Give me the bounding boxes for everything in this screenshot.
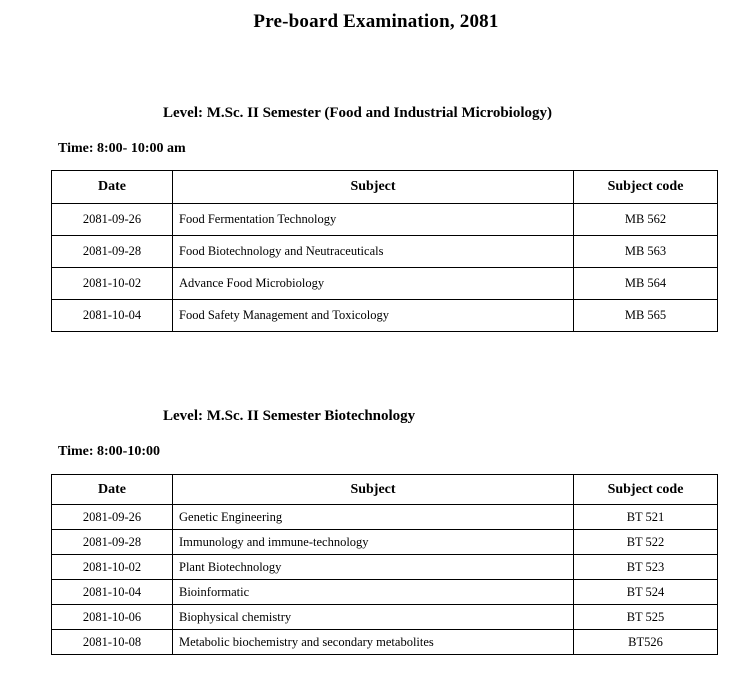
- cell-subject-code: MB 563: [574, 236, 718, 268]
- cell-date: 2081-10-02: [52, 555, 173, 580]
- section-level-heading: Level: M.Sc. II Semester Biotechnology: [163, 408, 416, 424]
- cell-subject: Biophysical chemistry: [173, 605, 574, 630]
- column-header-subject-code: Subject code: [574, 475, 718, 505]
- table-row: [52, 505, 718, 530]
- column-header-date: Date: [52, 475, 173, 505]
- exam-schedule-table-biotechnology: [51, 474, 718, 655]
- cell-subject: Immunology and immune-technology: [173, 530, 574, 555]
- cell-subject-code: MB 565: [574, 300, 718, 332]
- table-row: [52, 530, 718, 555]
- cell-subject-code: BT526: [574, 630, 718, 655]
- cell-date: 2081-09-28: [52, 530, 173, 555]
- cell-subject: Food Safety Management and Toxicology: [173, 300, 574, 332]
- cell-date: 2081-09-26: [52, 204, 173, 236]
- table-row: [52, 268, 718, 300]
- column-header-subject-code: Subject code: [574, 171, 718, 204]
- table-row: [52, 555, 718, 580]
- cell-date: 2081-10-06: [52, 605, 173, 630]
- cell-date: 2081-09-26: [52, 505, 173, 530]
- cell-subject: Metabolic biochemistry and secondary metabolites: [173, 630, 574, 655]
- cell-subject-code: BT 523: [574, 555, 718, 580]
- table-row: [52, 300, 718, 332]
- table-header-row: [52, 171, 718, 204]
- cell-subject: Bioinformatic: [173, 580, 574, 605]
- table-row: [52, 580, 718, 605]
- table-row: [52, 605, 718, 630]
- cell-subject: Plant Biotechnology: [173, 555, 574, 580]
- cell-subject: Food Fermentation Technology: [173, 204, 574, 236]
- section-level-heading: Level: M.Sc. II Semester (Food and Industrial Microbiology): [163, 105, 553, 121]
- section-time-heading: Time: 8:00-10:00: [58, 444, 160, 459]
- cell-subject-code: BT 524: [574, 580, 718, 605]
- section-microbiology: [0, 33, 752, 332]
- table-row: [52, 630, 718, 655]
- cell-subject-code: MB 564: [574, 268, 718, 300]
- cell-date: 2081-10-04: [52, 580, 173, 605]
- cell-subject-code: MB 562: [574, 204, 718, 236]
- cell-date: 2081-10-02: [52, 268, 173, 300]
- cell-subject: Food Biotechnology and Neutraceuticals: [173, 236, 574, 268]
- table-header-row: [52, 475, 718, 505]
- cell-subject-code: BT 521: [574, 505, 718, 530]
- column-header-date: Date: [52, 171, 173, 204]
- cell-subject: Genetic Engineering: [173, 505, 574, 530]
- table-row: [52, 236, 718, 268]
- page-title: Pre-board Examination, 2081: [253, 11, 499, 32]
- cell-date: 2081-10-08: [52, 630, 173, 655]
- cell-subject-code: BT 522: [574, 530, 718, 555]
- cell-date: 2081-10-04: [52, 300, 173, 332]
- column-header-subject: Subject: [173, 171, 574, 204]
- table-row: [52, 204, 718, 236]
- cell-date: 2081-09-28: [52, 236, 173, 268]
- column-header-subject: Subject: [173, 475, 574, 505]
- section-biotechnology: [0, 332, 752, 655]
- section-time-heading: Time: 8:00- 10:00 am: [58, 141, 186, 156]
- cell-subject: Advance Food Microbiology: [173, 268, 574, 300]
- exam-schedule-table-microbiology: [51, 170, 718, 332]
- cell-subject-code: BT 525: [574, 605, 718, 630]
